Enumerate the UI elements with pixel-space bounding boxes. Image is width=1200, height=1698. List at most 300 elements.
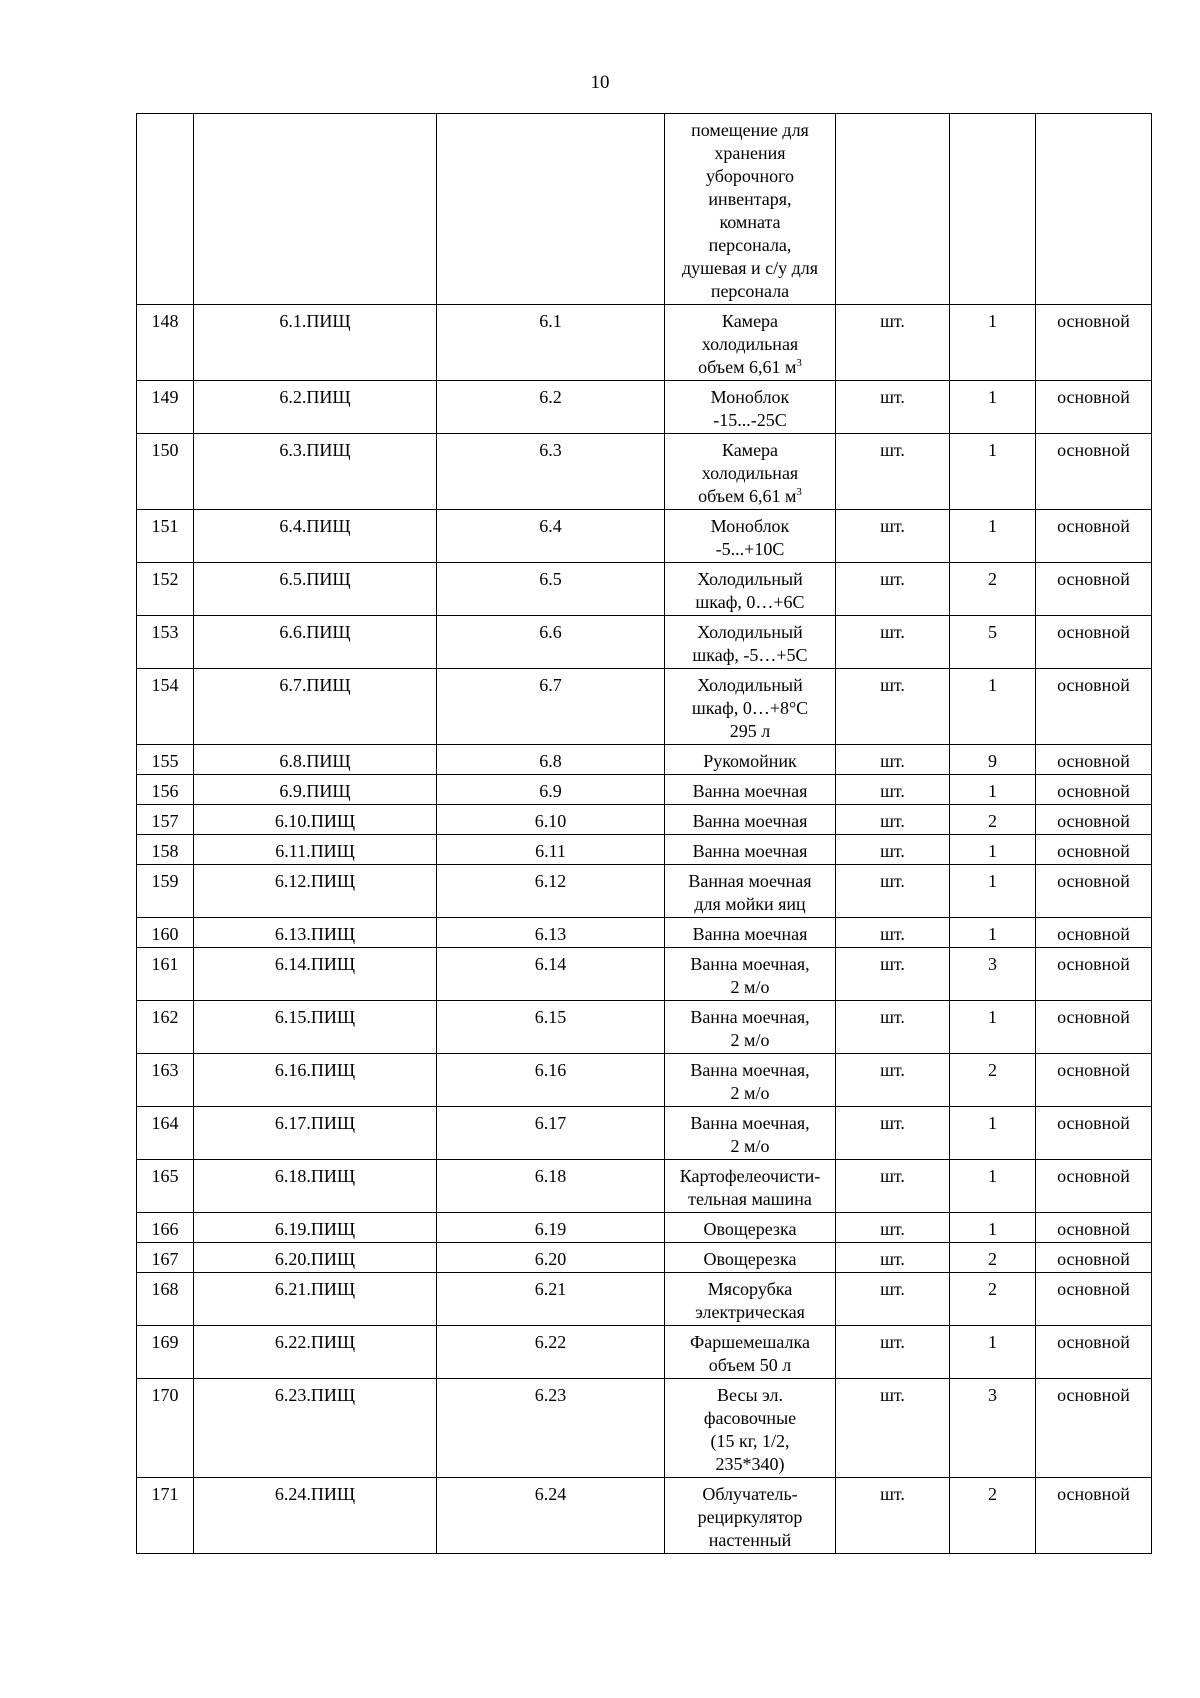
name-line [669,1301,831,1324]
name-line-text: Ванна моечная [692,924,808,944]
name-line: помещение для [691,120,809,140]
position-cell: 6.21 [437,1273,665,1326]
code-cell: 6.24.ПИЩ [194,1478,437,1554]
position-cell: 6.7 [437,669,665,745]
quantity-cell: 3 [950,948,1036,1001]
table-row [137,918,1152,948]
table-row [137,805,1152,835]
table-row [137,745,1152,775]
name-line-text: шкаф, 0…+6С [695,592,805,612]
name-line-text: Камера [721,440,779,460]
row-number-cell: 160 [137,918,194,948]
name-line [669,1354,831,1377]
quantity-cell: 1 [950,305,1036,381]
name-cell [665,114,836,305]
code-cell: 6.5.ПИЩ [194,563,437,616]
code-cell: 6.17.ПИЩ [194,1107,437,1160]
table-row [137,616,1152,669]
code-cell: 6.7.ПИЩ [194,669,437,745]
name-line-text: Ванна моечная [692,841,808,861]
name-line-text: настенный [708,1530,792,1550]
name-line [669,538,831,561]
table-row [137,1001,1152,1054]
name-line [669,1165,831,1188]
name-line-text: Моноблок [710,516,790,536]
unit-cell: шт. [836,1054,950,1107]
name-line-text: Ванна моечная, [690,1060,810,1080]
name-line [669,386,831,409]
row-number-cell: 164 [137,1107,194,1160]
name-line-text: Ванна моечная, [690,954,810,974]
name-line [669,1384,831,1407]
name-line [669,780,831,803]
type-cell: основной [1036,805,1152,835]
name-cell [665,563,836,616]
position-cell: 6.12 [437,865,665,918]
unit-cell: шт. [836,381,950,434]
name-line [669,1029,831,1052]
name-line-text: 2 м/о [730,1030,770,1050]
position-cell: 6.6 [437,616,665,669]
code-cell: 6.15.ПИЩ [194,1001,437,1054]
name-line [669,1218,831,1241]
row-number-cell: 156 [137,775,194,805]
name-line [669,1529,831,1552]
name-line-text: -5...+10С [715,539,785,559]
unit-cell: шт. [836,948,950,1001]
name-line-text: Холодильный [697,569,803,589]
type-cell: основной [1036,616,1152,669]
position-cell: 6.1 [437,305,665,381]
name-line-text: Фаршемешалка [690,1332,810,1352]
equipment-table [136,113,1152,1554]
quantity-cell: 1 [950,918,1036,948]
quantity-cell: 2 [950,1243,1036,1273]
name-cell [665,1160,836,1213]
table-row [137,669,1152,745]
name-line [669,1483,831,1506]
name-line-text: Картофелеочисти- [679,1166,821,1186]
name-line [669,1188,831,1211]
name-cell [665,1478,836,1554]
name-cell [665,918,836,948]
name-line-text: рециркулятор [697,1507,803,1527]
position-cell: 6.5 [437,563,665,616]
name-line-text: Ванна моечная, [690,1113,810,1133]
type-cell: основной [1036,1243,1152,1273]
row-number-cell: 171 [137,1478,194,1554]
name-cell [665,865,836,918]
position-cell: 6.9 [437,775,665,805]
row-number-cell: 148 [137,305,194,381]
table-row [137,1243,1152,1273]
name-line [669,1135,831,1158]
name-cell [665,805,836,835]
code-cell: 6.1.ПИЩ [194,305,437,381]
unit-cell: шт. [836,1001,950,1054]
name-line-text: тельная машина [688,1189,812,1209]
name-line-text: объем 50 л [708,1355,792,1375]
type-cell: основной [1036,669,1152,745]
quantity-cell: 2 [950,1054,1036,1107]
type-cell: основной [1036,835,1152,865]
type-cell: основной [1036,1107,1152,1160]
table-row [137,305,1152,381]
name-line [669,1082,831,1105]
quantity-cell: 1 [950,775,1036,805]
quantity-cell [950,114,1036,305]
position-cell: 6.18 [437,1160,665,1213]
type-cell: основной [1036,775,1152,805]
name-line-text: Весы эл. [717,1385,783,1405]
row-number-cell: 159 [137,865,194,918]
position-cell [437,114,665,305]
name-cell [665,1379,836,1478]
name-line [669,568,831,591]
name-line [669,485,831,508]
name-line [669,310,831,333]
name-cell [665,1213,836,1243]
unit-cell: шт. [836,1326,950,1379]
name-line-text: Рукомойник [703,751,797,771]
type-cell: основной [1036,1379,1152,1478]
name-line-text: Холодильный [697,675,803,695]
name-line [669,462,831,485]
row-number-cell: 155 [137,745,194,775]
unit-cell: шт. [836,434,950,510]
name-line [669,1248,831,1271]
quantity-cell: 2 [950,1478,1036,1554]
row-number-cell: 157 [137,805,194,835]
type-cell: основной [1036,305,1152,381]
name-line [669,953,831,976]
name-line [669,674,831,697]
quantity-cell: 1 [950,669,1036,745]
code-cell: 6.12.ПИЩ [194,865,437,918]
name-line-text: Ванна моечная, [690,1007,810,1027]
name-line [669,893,831,916]
name-cell [665,835,836,865]
name-cell [665,305,836,381]
name-line-text: холодильная [701,463,799,483]
name-line [669,923,831,946]
unit-cell: шт. [836,669,950,745]
code-cell: 6.20.ПИЩ [194,1243,437,1273]
type-cell: основной [1036,745,1152,775]
code-cell: 6.14.ПИЩ [194,948,437,1001]
table-row-continuation [137,114,1152,305]
type-cell: основной [1036,1054,1152,1107]
name-line [669,439,831,462]
table-row [137,510,1152,563]
name-line [669,515,831,538]
unit-cell: шт. [836,305,950,381]
table-row [137,1478,1152,1554]
name-line-text: объем 6,61 м [698,357,797,377]
position-cell: 6.10 [437,805,665,835]
row-number-cell: 152 [137,563,194,616]
quantity-cell: 1 [950,381,1036,434]
name-line [669,591,831,614]
position-cell: 6.4 [437,510,665,563]
name-cell [665,669,836,745]
code-cell: 6.23.ПИЩ [194,1379,437,1478]
code-cell [194,114,437,305]
unit-cell: шт. [836,616,950,669]
code-cell: 6.13.ПИЩ [194,918,437,948]
name-cell [665,1054,836,1107]
quantity-cell: 1 [950,1107,1036,1160]
name-line-text: объем 6,61 м [698,486,797,506]
code-cell: 6.22.ПИЩ [194,1326,437,1379]
name-line: комната [719,212,781,232]
unit-cell: шт. [836,745,950,775]
name-cell [665,1326,836,1379]
position-cell: 6.2 [437,381,665,434]
name-line [669,356,831,379]
row-number-cell [137,114,194,305]
name-cell [665,616,836,669]
quantity-cell: 3 [950,1379,1036,1478]
position-cell: 6.8 [437,745,665,775]
unit-superscript: 3 [796,357,802,369]
table-row [137,563,1152,616]
code-cell: 6.16.ПИЩ [194,1054,437,1107]
name-cell [665,1273,836,1326]
name-line-text: (15 кг, 1/2, [710,1431,790,1451]
name-cell [665,1001,836,1054]
position-cell: 6.11 [437,835,665,865]
type-cell: основной [1036,434,1152,510]
code-cell: 6.6.ПИЩ [194,616,437,669]
name-line [669,697,831,720]
quantity-cell: 1 [950,1213,1036,1243]
name-line-text: Ванная моечная [688,871,812,891]
row-number-cell: 169 [137,1326,194,1379]
name-line [669,409,831,432]
position-cell: 6.15 [437,1001,665,1054]
name-cell [665,1243,836,1273]
table-row [137,1054,1152,1107]
name-line [669,1407,831,1430]
table-row [137,1213,1152,1243]
unit-cell: шт. [836,1478,950,1554]
name-line [669,644,831,667]
quantity-cell: 5 [950,616,1036,669]
name-cell [665,948,836,1001]
position-cell: 6.16 [437,1054,665,1107]
name-line-text: 295 л [729,721,771,741]
row-number-cell: 151 [137,510,194,563]
row-number-cell: 158 [137,835,194,865]
table-row [137,1326,1152,1379]
table-row [137,775,1152,805]
name-line [669,976,831,999]
name-line: персонала, [708,235,792,255]
name-line-text: для мойки яиц [694,894,806,914]
type-cell: основной [1036,1273,1152,1326]
code-cell: 6.9.ПИЩ [194,775,437,805]
unit-cell: шт. [836,1273,950,1326]
name-cell [665,775,836,805]
code-cell: 6.21.ПИЩ [194,1273,437,1326]
name-line-text: Ванна моечная [692,811,808,831]
row-number-cell: 161 [137,948,194,1001]
table-row [137,434,1152,510]
unit-cell: шт. [836,775,950,805]
name-line [669,1453,831,1476]
code-cell: 6.2.ПИЩ [194,381,437,434]
name-line: уборочного [705,166,795,186]
code-cell: 6.4.ПИЩ [194,510,437,563]
name-line [669,1112,831,1135]
table-row [137,1160,1152,1213]
type-cell: основной [1036,865,1152,918]
name-cell [665,745,836,775]
position-cell: 6.19 [437,1213,665,1243]
quantity-cell: 1 [950,1326,1036,1379]
code-cell: 6.10.ПИЩ [194,805,437,835]
type-cell: основной [1036,510,1152,563]
row-number-cell: 167 [137,1243,194,1273]
name-line: инвентаря, [708,189,792,209]
name-cell [665,510,836,563]
name-cell [665,381,836,434]
name-line-text: Мясорубка [707,1279,793,1299]
name-line [669,1278,831,1301]
name-line-text: 235*340) [715,1454,785,1474]
name-line-text: Моноблок [710,387,790,407]
quantity-cell: 1 [950,1160,1036,1213]
row-number-cell: 149 [137,381,194,434]
table-row [137,948,1152,1001]
table-row [137,1379,1152,1478]
code-cell: 6.18.ПИЩ [194,1160,437,1213]
unit-cell: шт. [836,835,950,865]
code-cell: 6.19.ПИЩ [194,1213,437,1243]
name-line-text: фасовочные [703,1408,797,1428]
unit-cell: шт. [836,1379,950,1478]
quantity-cell: 2 [950,563,1036,616]
name-line-text: шкаф, -5…+5С [692,645,808,665]
row-number-cell: 168 [137,1273,194,1326]
name-line [669,1006,831,1029]
name-line-text: шкаф, 0…+8°С [691,698,809,718]
type-cell: основной [1036,1001,1152,1054]
type-cell: основной [1036,1326,1152,1379]
name-line-text: Овощерезка [703,1249,797,1269]
name-line-text: Холодильный [697,622,803,642]
name-line [669,720,831,743]
unit-cell: шт. [836,563,950,616]
table-row [137,835,1152,865]
name-line-text: Облучатель- [702,1484,798,1504]
unit-cell: шт. [836,510,950,563]
name-line [669,870,831,893]
row-number-cell: 154 [137,669,194,745]
position-cell: 6.14 [437,948,665,1001]
quantity-cell: 2 [950,805,1036,835]
quantity-cell: 9 [950,745,1036,775]
position-cell: 6.23 [437,1379,665,1478]
unit-cell: шт. [836,918,950,948]
row-number-cell: 163 [137,1054,194,1107]
type-cell: основной [1036,1478,1152,1554]
name-line-text: Камера [721,311,779,331]
type-cell: основной [1036,381,1152,434]
name-line [669,1506,831,1529]
name-line [669,840,831,863]
name-cell [665,1107,836,1160]
quantity-cell: 1 [950,865,1036,918]
position-cell: 6.17 [437,1107,665,1160]
row-number-cell: 162 [137,1001,194,1054]
name-line [669,750,831,773]
quantity-cell: 1 [950,510,1036,563]
row-number-cell: 170 [137,1379,194,1478]
position-cell: 6.3 [437,434,665,510]
position-cell: 6.20 [437,1243,665,1273]
type-cell [1036,114,1152,305]
position-cell: 6.24 [437,1478,665,1554]
unit-cell [836,114,950,305]
name-line-text: 2 м/о [730,1083,770,1103]
quantity-cell: 1 [950,1001,1036,1054]
name-line: душевая и с/у для [681,258,819,278]
code-cell: 6.11.ПИЩ [194,835,437,865]
quantity-cell: 2 [950,1273,1036,1326]
table-row [137,865,1152,918]
type-cell: основной [1036,1213,1152,1243]
type-cell: основной [1036,563,1152,616]
name-line-text: 2 м/о [730,977,770,997]
name-cell [665,434,836,510]
unit-cell: шт. [836,1213,950,1243]
page-number: 10 [590,72,610,93]
unit-cell: шт. [836,1107,950,1160]
code-cell: 6.3.ПИЩ [194,434,437,510]
equipment-table-body [137,114,1152,1554]
name-line-text: Овощерезка [703,1219,797,1239]
name-line: хранения [714,143,786,163]
name-line-text: -15...-25С [713,410,787,430]
row-number-cell: 150 [137,434,194,510]
quantity-cell: 1 [950,835,1036,865]
row-number-cell: 165 [137,1160,194,1213]
name-line-text: электрическая [695,1302,805,1322]
type-cell: основной [1036,948,1152,1001]
unit-cell: шт. [836,1160,950,1213]
type-cell: основной [1036,918,1152,948]
name-line-text: Ванна моечная [692,781,808,801]
unit-cell: шт. [836,865,950,918]
table-row [137,381,1152,434]
name-line-text: холодильная [701,334,799,354]
unit-cell: шт. [836,1243,950,1273]
type-cell: основной [1036,1160,1152,1213]
name-line [669,810,831,833]
name-line [669,621,831,644]
unit-superscript: 3 [796,486,802,498]
name-line [669,1430,831,1453]
unit-cell: шт. [836,805,950,835]
position-cell: 6.22 [437,1326,665,1379]
name-line-text: 2 м/о [730,1136,770,1156]
name-line [669,1059,831,1082]
name-line [669,1331,831,1354]
name-line [669,333,831,356]
row-number-cell: 153 [137,616,194,669]
